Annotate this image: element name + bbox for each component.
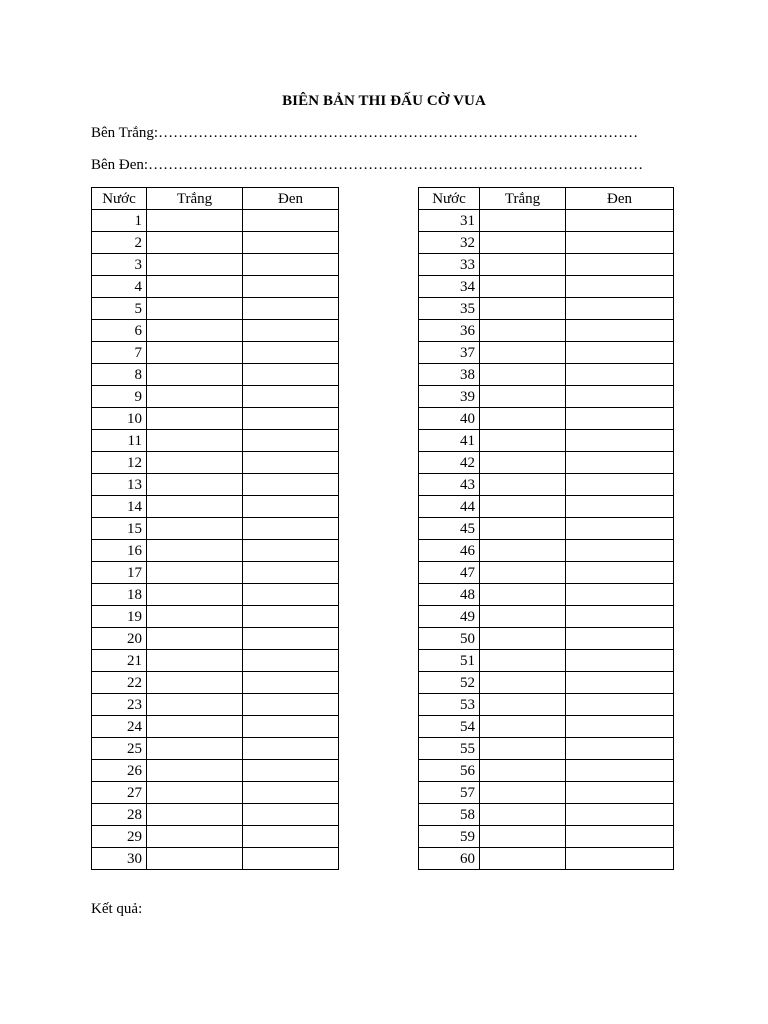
white-move-cell[interactable] (147, 496, 243, 518)
black-move-cell[interactable] (566, 628, 674, 650)
black-move-cell[interactable] (243, 540, 339, 562)
move-number: 49 (419, 606, 480, 628)
white-move-cell[interactable] (147, 760, 243, 782)
move-number: 36 (419, 320, 480, 342)
table-row (92, 716, 339, 738)
table-row (419, 672, 674, 694)
move-number: 40 (419, 408, 480, 430)
white-move-cell[interactable] (147, 276, 243, 298)
black-move-cell[interactable] (243, 716, 339, 738)
table-row (419, 562, 674, 584)
black-move-cell[interactable] (566, 562, 674, 584)
black-move-cell[interactable] (566, 826, 674, 848)
black-move-cell[interactable] (566, 584, 674, 606)
white-move-cell[interactable] (480, 430, 566, 452)
table-header-row (92, 188, 339, 210)
table-row (419, 694, 674, 716)
table-row (92, 540, 339, 562)
white-move-cell[interactable] (147, 738, 243, 760)
white-move-cell[interactable] (480, 694, 566, 716)
white-move-cell[interactable] (480, 364, 566, 386)
white-move-cell[interactable] (147, 474, 243, 496)
black-move-cell[interactable] (243, 628, 339, 650)
black-player-label: Bên Đen: (91, 157, 149, 173)
black-move-cell[interactable] (566, 474, 674, 496)
black-move-cell[interactable] (566, 782, 674, 804)
table-row (419, 716, 674, 738)
move-number: 21 (92, 650, 147, 672)
move-number: 37 (419, 342, 480, 364)
white-move-cell[interactable] (147, 782, 243, 804)
white-move-cell[interactable] (480, 254, 566, 276)
move-number: 30 (92, 848, 147, 870)
white-move-cell[interactable] (480, 738, 566, 760)
move-number: 18 (92, 584, 147, 606)
table-row (92, 518, 339, 540)
table-row (419, 760, 674, 782)
table-row (419, 430, 674, 452)
black-move-cell[interactable] (566, 540, 674, 562)
white-move-cell[interactable] (147, 826, 243, 848)
move-number: 29 (92, 826, 147, 848)
move-number: 28 (92, 804, 147, 826)
move-number: 50 (419, 628, 480, 650)
white-move-cell[interactable] (480, 540, 566, 562)
table-row (419, 650, 674, 672)
move-number: 14 (92, 496, 147, 518)
move-number: 33 (419, 254, 480, 276)
move-number: 3 (92, 254, 147, 276)
black-move-cell[interactable] (243, 254, 339, 276)
move-number: 26 (92, 760, 147, 782)
black-move-cell[interactable] (243, 518, 339, 540)
table-row (92, 672, 339, 694)
black-move-cell[interactable] (566, 386, 674, 408)
black-move-cell[interactable] (566, 848, 674, 870)
black-move-cell[interactable] (566, 518, 674, 540)
move-number: 56 (419, 760, 480, 782)
table-row (92, 628, 339, 650)
black-move-cell[interactable] (566, 276, 674, 298)
white-move-cell[interactable] (147, 320, 243, 342)
result-label: Kết quả: (91, 901, 143, 917)
table-row (419, 474, 674, 496)
move-number: 32 (419, 232, 480, 254)
black-move-cell[interactable] (243, 342, 339, 364)
table-header-row (419, 188, 674, 210)
white-move-cell[interactable] (147, 518, 243, 540)
move-number: 5 (92, 298, 147, 320)
white-move-cell[interactable] (147, 804, 243, 826)
table-row (419, 496, 674, 518)
move-number: 59 (419, 826, 480, 848)
white-move-cell[interactable] (480, 276, 566, 298)
move-number: 47 (419, 562, 480, 584)
black-move-cell[interactable] (566, 342, 674, 364)
table-row (419, 320, 674, 342)
white-move-cell[interactable] (480, 452, 566, 474)
black-move-cell[interactable] (243, 760, 339, 782)
white-move-cell[interactable] (147, 606, 243, 628)
black-move-cell[interactable] (243, 672, 339, 694)
table-row (419, 848, 674, 870)
black-move-cell[interactable] (566, 804, 674, 826)
white-player-dots: …………………………………………………………………………………… (158, 125, 639, 141)
move-number: 58 (419, 804, 480, 826)
table-row (92, 408, 339, 430)
move-number: 51 (419, 650, 480, 672)
white-move-cell[interactable] (147, 650, 243, 672)
black-player-line[interactable] (91, 157, 691, 174)
move-number: 53 (419, 694, 480, 716)
header-move: Nước (419, 188, 480, 210)
move-number: 55 (419, 738, 480, 760)
black-move-cell[interactable] (566, 606, 674, 628)
white-move-cell[interactable] (147, 848, 243, 870)
move-number: 45 (419, 518, 480, 540)
table-row (92, 474, 339, 496)
white-move-cell[interactable] (480, 474, 566, 496)
black-move-cell[interactable] (243, 430, 339, 452)
move-number: 25 (92, 738, 147, 760)
move-number: 11 (92, 430, 147, 452)
move-number: 57 (419, 782, 480, 804)
table-row (419, 826, 674, 848)
table-row (92, 496, 339, 518)
white-move-cell[interactable] (147, 386, 243, 408)
white-move-cell[interactable] (147, 254, 243, 276)
move-number: 60 (419, 848, 480, 870)
move-number: 46 (419, 540, 480, 562)
black-move-cell[interactable] (566, 430, 674, 452)
black-move-cell[interactable] (243, 694, 339, 716)
white-move-cell[interactable] (480, 496, 566, 518)
move-number: 15 (92, 518, 147, 540)
white-move-cell[interactable] (480, 628, 566, 650)
black-move-cell[interactable] (566, 452, 674, 474)
move-number: 31 (419, 210, 480, 232)
table-row (419, 540, 674, 562)
header-white: Trắng (480, 188, 566, 210)
white-move-cell[interactable] (147, 364, 243, 386)
move-number: 27 (92, 782, 147, 804)
table-row (419, 628, 674, 650)
table-row (92, 826, 339, 848)
move-number: 8 (92, 364, 147, 386)
white-move-cell[interactable] (147, 342, 243, 364)
black-move-cell[interactable] (243, 408, 339, 430)
move-number: 24 (92, 716, 147, 738)
black-move-cell[interactable] (243, 210, 339, 232)
black-move-cell[interactable] (566, 760, 674, 782)
move-number: 13 (92, 474, 147, 496)
black-move-cell[interactable] (243, 562, 339, 584)
white-move-cell[interactable] (480, 848, 566, 870)
move-number: 41 (419, 430, 480, 452)
table-row (92, 694, 339, 716)
table-row (419, 606, 674, 628)
black-move-cell[interactable] (243, 496, 339, 518)
move-number: 39 (419, 386, 480, 408)
table-row (92, 738, 339, 760)
table-row (92, 364, 339, 386)
black-move-cell[interactable] (243, 606, 339, 628)
white-move-cell[interactable] (147, 584, 243, 606)
table-row (419, 210, 674, 232)
white-move-cell[interactable] (480, 826, 566, 848)
black-move-cell[interactable] (566, 320, 674, 342)
move-number: 35 (419, 298, 480, 320)
black-move-cell[interactable] (566, 298, 674, 320)
black-move-cell[interactable] (243, 804, 339, 826)
move-number: 23 (92, 694, 147, 716)
white-move-cell[interactable] (147, 452, 243, 474)
move-number: 52 (419, 672, 480, 694)
table-row (419, 452, 674, 474)
table-row (419, 276, 674, 298)
white-move-cell[interactable] (480, 210, 566, 232)
move-number: 38 (419, 364, 480, 386)
move-number: 10 (92, 408, 147, 430)
black-move-cell[interactable] (566, 254, 674, 276)
white-move-cell[interactable] (480, 650, 566, 672)
black-move-cell[interactable] (566, 716, 674, 738)
move-number: 20 (92, 628, 147, 650)
table-row (92, 650, 339, 672)
move-number: 44 (419, 496, 480, 518)
table-row (92, 232, 339, 254)
black-move-cell[interactable] (566, 210, 674, 232)
table-row (419, 342, 674, 364)
table-row (92, 210, 339, 232)
black-move-cell[interactable] (243, 364, 339, 386)
black-move-cell[interactable] (243, 320, 339, 342)
move-number: 9 (92, 386, 147, 408)
black-move-cell[interactable] (566, 232, 674, 254)
table-row (92, 276, 339, 298)
white-move-cell[interactable] (147, 408, 243, 430)
table-row (419, 738, 674, 760)
move-number: 22 (92, 672, 147, 694)
table-row (92, 430, 339, 452)
black-player-dots: ……………………………………………………………………………………… (148, 157, 644, 173)
white-move-cell[interactable] (480, 408, 566, 430)
white-move-cell[interactable] (480, 584, 566, 606)
table-row (419, 584, 674, 606)
black-move-cell[interactable] (243, 232, 339, 254)
white-player-label: Bên Trắng: (91, 125, 159, 141)
table-row (419, 232, 674, 254)
white-move-cell[interactable] (147, 672, 243, 694)
black-move-cell[interactable] (566, 650, 674, 672)
black-move-cell[interactable] (566, 672, 674, 694)
white-move-cell[interactable] (480, 782, 566, 804)
white-move-cell[interactable] (480, 232, 566, 254)
white-move-cell[interactable] (147, 210, 243, 232)
black-move-cell[interactable] (243, 826, 339, 848)
move-number: 2 (92, 232, 147, 254)
table-row (92, 342, 339, 364)
black-move-cell[interactable] (243, 584, 339, 606)
table-row (419, 364, 674, 386)
white-move-cell[interactable] (147, 232, 243, 254)
white-move-cell[interactable] (147, 716, 243, 738)
black-move-cell[interactable] (243, 474, 339, 496)
black-move-cell[interactable] (243, 738, 339, 760)
table-row (92, 452, 339, 474)
white-player-line[interactable] (91, 125, 691, 142)
move-number: 12 (92, 452, 147, 474)
table-row (419, 804, 674, 826)
black-move-cell[interactable] (566, 738, 674, 760)
header-black: Đen (566, 188, 674, 210)
move-number: 17 (92, 562, 147, 584)
table-row (419, 298, 674, 320)
table-row (419, 408, 674, 430)
header-black: Đen (243, 188, 339, 210)
header-white: Trắng (147, 188, 243, 210)
table-row (92, 254, 339, 276)
page-title: BIÊN BẢN THI ĐẤU CỜ VUA (282, 93, 486, 109)
move-number: 42 (419, 452, 480, 474)
black-move-cell[interactable] (243, 298, 339, 320)
black-move-cell[interactable] (566, 408, 674, 430)
black-move-cell[interactable] (243, 386, 339, 408)
table-row (92, 298, 339, 320)
black-move-cell[interactable] (566, 364, 674, 386)
table-row (92, 584, 339, 606)
white-move-cell[interactable] (480, 518, 566, 540)
white-move-cell[interactable] (480, 320, 566, 342)
table-row (419, 254, 674, 276)
black-move-cell[interactable] (243, 782, 339, 804)
white-move-cell[interactable] (480, 672, 566, 694)
table-row (92, 606, 339, 628)
black-move-cell[interactable] (243, 848, 339, 870)
header-move: Nước (92, 188, 147, 210)
black-move-cell[interactable] (243, 650, 339, 672)
black-move-cell[interactable] (566, 496, 674, 518)
move-number: 19 (92, 606, 147, 628)
white-move-cell[interactable] (480, 562, 566, 584)
table-row (92, 782, 339, 804)
white-move-cell[interactable] (147, 298, 243, 320)
move-number: 43 (419, 474, 480, 496)
white-move-cell[interactable] (147, 694, 243, 716)
move-number: 16 (92, 540, 147, 562)
table-row (419, 518, 674, 540)
table-row (92, 804, 339, 826)
white-move-cell[interactable] (147, 540, 243, 562)
table-row (419, 782, 674, 804)
move-number: 7 (92, 342, 147, 364)
black-move-cell[interactable] (566, 694, 674, 716)
table-row (92, 386, 339, 408)
white-move-cell[interactable] (480, 342, 566, 364)
white-move-cell[interactable] (147, 430, 243, 452)
white-move-cell[interactable] (480, 298, 566, 320)
table-row (92, 562, 339, 584)
move-number: 34 (419, 276, 480, 298)
white-move-cell[interactable] (480, 804, 566, 826)
moves-table-right (418, 187, 674, 870)
white-move-cell[interactable] (480, 716, 566, 738)
table-row (419, 386, 674, 408)
table-row (92, 848, 339, 870)
table-row (92, 760, 339, 782)
white-move-cell[interactable] (147, 562, 243, 584)
white-move-cell[interactable] (480, 606, 566, 628)
move-number: 6 (92, 320, 147, 342)
black-move-cell[interactable] (243, 452, 339, 474)
black-move-cell[interactable] (243, 276, 339, 298)
white-move-cell[interactable] (147, 628, 243, 650)
move-number: 1 (92, 210, 147, 232)
table-row (92, 320, 339, 342)
white-move-cell[interactable] (480, 386, 566, 408)
move-number: 54 (419, 716, 480, 738)
moves-table-left (91, 187, 339, 870)
move-number: 4 (92, 276, 147, 298)
move-number: 48 (419, 584, 480, 606)
white-move-cell[interactable] (480, 760, 566, 782)
